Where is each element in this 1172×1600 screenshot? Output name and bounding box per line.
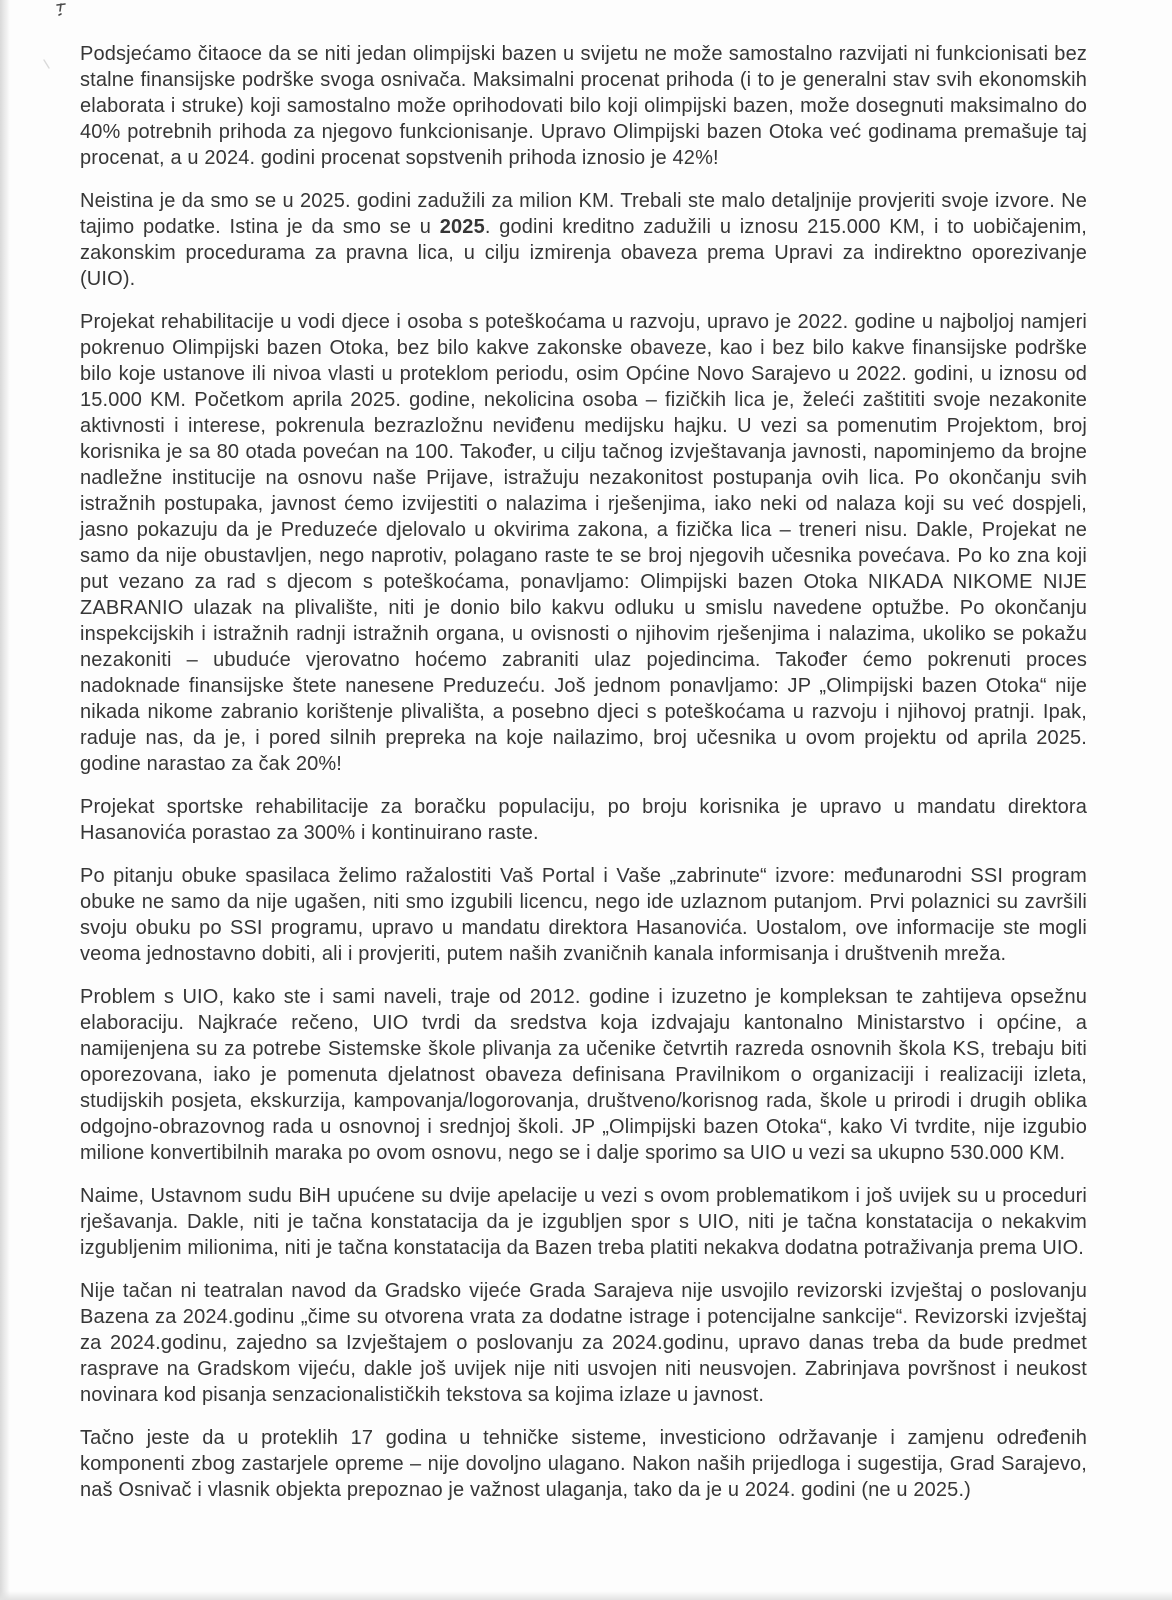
paragraph-obuka-spasilaca: Po pitanju obuke spasilaca želimo ražalostiti Vaš Portal i Vaše „zabrinute“ izvore: međunarodni SSI program obuke ne samo da nije ugašen, niti smo izgubili licencu, nego ide uzlaznom putanjom. Prvi polaznici su završili svoju obuku po SSI programu, upravo u mandatu direktora Hasanovića. Uostalom, ove informacije ste mogli veoma jednostavno dobiti, ali i provjeriti, putem naših zvaničnih kanala informisanja i društvenih mreža. [80, 865, 1087, 965]
document-body [80, 41, 1087, 1520]
paragraph-gradsko-vijece: Nije tačan ni teatralan navod da Gradsko vijeće Grada Sarajeva nije usvojilo revizorski izvještaj o poslovanju Bazena za 2024.godinu „čime su otvorena vrata za dodatne istrage i potencijalne sankcije“. Revizorski izvještaj za 2024.godinu, zajedno sa Izvještajem o poslovanju za 2024.godinu, upravo danas treba da bude predmet rasprave na Gradskom vijeću, dakle još uvijek nije niti usvojen niti neusvojen. Zabrinjava površnost i neukost novinara kod pisanja senzacionalističkih tekstova sa kojima izlaze u javnost. [80, 1280, 1087, 1406]
margin-smudge-icon [42, 58, 52, 70]
ink-mark-icon [54, 2, 70, 20]
paragraph-ustavni-sud: Naime, Ustavnom sudu BiH upućene su dvije apelacije u vezi s ovom problematikom i još uvijek su u proceduri rješavanja. Dakle, niti je tačna konstatacija da je izgubljen spor s UIO, niti je tačna konstatacija o nekakvim izgubljenim milionima, niti je tačna konstatacija da Bazen treba platiti nekakva dodatna potraživanja prema UIO. [80, 1185, 1087, 1259]
paragraph-projekat-rehabilitacije: Projekat rehabilitacije u vodi djece i osoba s poteškoćama u razvoju, upravo je 2022. godine u najboljoj namjeri pokrenuo Olimpijski bazen Otoka, bez bilo kakve zakonske obaveze, kao i bez bilo kakve finansijske podrške bilo koje ustanove ili nivoa vlasti u proteklom periodu, osim Općine Novo Sarajevo u 2022. godini, u iznosu od 15.000 KM. Početkom aprila 2025. godine, nekolicina osoba – fizičkih lica je, želeći zaštititi svoje nezakonite aktivnosti i interese, pokrenula bezrazložnu neviđenu medijsku hajku. U vezi sa pomenutim Projektom, broj korisnika je sa 80 otada povećan na 100. Također, u cilju tačnog izvještavanja javnosti, napominjemo da brojne nadležne institucije na osnovu naše Prijave, istražuju nezakonitost postupanja ovih lica. Po okončanju svih istražnih postupaka, javnost ćemo izvijestiti o nalazima i rješenjima, iako neki od nalaza koji su već dospjeli, jasno pokazuju da je Preduzeće djelovalo u okvirima zakona, a fizička lica – treneri nisu. Dakle, Projekat ne samo da nije obustavljen, nego naprotiv, polagano raste te se broj njegovih učesnika povećava. Po ko zna koji put vezano za rad s djecom s poteškoćama, ponavljamo: Olimpijski bazen Otoka NIKADA NIKOME NIJE ZABRANIO ulazak na plivalište, niti je donio bilo kakvu odluku u smislu navedene optužbe. Po okončanju inspekcijskih i istražnih radnji istražnih organa, u ovisnosti o njihovim rješenjima i nalazima, ukoliko se pokažu nezakoniti – ubuduće vjerovatno hoćemo zabraniti ulaz pojedincima. Također ćemo pokrenuti proces nadoknade finansijske štete nanesene Preduzeću. Još jednom ponavljamo: JP „Olimpijski bazen Otoka“ nije nikada nikome zabranio korištenje plivališta, a posebno djeci s poteškoćama u razvoju i njihovoj pratnji. Ipak, raduje nas, da je, i pored silnih prepreka na koje nailazimo, broj učesnika u ovom projektu od aprila 2025. godine narastao za čak 20%! [80, 311, 1087, 775]
paragraph-ulaganja: Tačno jeste da u proteklih 17 godina u tehničke sisteme, investiciono održavanje i zamjenu određenih komponenti zbog zastarjele opreme – nije dovoljno ulagano. Nakon naših prijedloga i sugestija, Grad Sarajevo, naš Osnivač i vlasnik objekta prepoznao je važnost ulaganja, tako da je u 2024. godini (ne u 2025.) [80, 1427, 1087, 1501]
paragraph-kreditno-zaduzenje-post: . godini kreditno zadužili u iznosu 215.000 KM, i to uobičajenim, zakonskim procedurama za pravna lica, u cilju izmirenja obaveza prema Upravi za indirektno oporezivanje (UIO). [80, 216, 1087, 290]
bold-year-2025: 2025 [439, 216, 485, 238]
paragraph-kreditno-zaduzenje-pre: Neistina je da smo se u 2025. godini zadužili za milion KM. Trebali ste malo detaljnije provjeriti svoje izvore. Ne tajimo podatke. Istina je da smo se u [80, 190, 1087, 238]
paragraph-sportska-rehabilitacija: Projekat sportske rehabilitacije za boračku populaciju, po broju korisnika je upravo u mandatu direktora Hasanovića porastao za 300% i kontinuirano raste. [80, 796, 1087, 844]
paragraph-problem-uio: Problem s UIO, kako ste i sami naveli, traje od 2012. godine i izuzetno je kompleksan te zahtijeva opsežnu elaboraciju. Najkraće rečeno, UIO tvrdi da sredstva koja izdvajaju kantonalno Ministarstvo i općine, a namijenjena su za potrebe Sistemske škole plivanja za učenike četvrtih razreda osnovnih škola KS, trebaju biti oporezovana, iako je pomenuta djelatnost obaveza definisana Pravilnikom o organizaciji i realizaciji izleta, studijskih posjeta, ekskurzija, kampovanja/logorovanja, društveno/korisnog rada, škole u prirodi i drugih oblika odgojno-obrazovnog rada u osnovnoj i srednjoj školi. JP „Olimpijski bazen Otoka“, kako Vi tvrdite, nije izgubio milione konvertibilnih maraka po ovom osnovu, nego se i dalje sporimo sa UIO u vezi sa ukupno 530.000 KM. [80, 986, 1087, 1164]
paragraph-kreditno-zaduzenje [80, 188, 1087, 292]
scanner-bottom-shadow [0, 1591, 1172, 1600]
scanner-edge-strip [0, 0, 10, 1600]
paragraph-finansijska-podrska: Podsjećamo čitaoce da se niti jedan olimpijski bazen u svijetu ne može samostalno razvijati ni funkcionisati bez stalne finansijske podrške svoga osnivača. Maksimalni procenat prihoda (i to je generalni stav svih ekonomskih elaborata i struke) koji samostalno može oprihodovati bilo koji olimpijski bazen, može dosegnuti maksimalno do 40% potrebnih prihoda za njegovo funkcionisanje. Upravo Olimpijski bazen Otoka već godinama premašuje taj procenat, a u 2024. godini procenat sopstvenih prihoda iznosio je 42%! [80, 43, 1087, 169]
